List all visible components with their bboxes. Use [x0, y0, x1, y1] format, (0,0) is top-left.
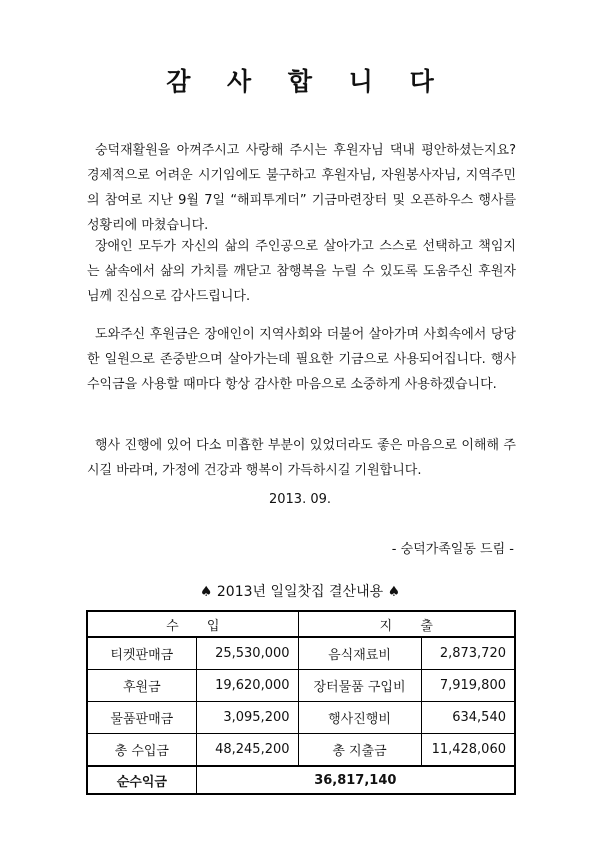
letter-date: 2013. 09. [268, 492, 332, 507]
expense-label: 음식재료비 [298, 637, 421, 670]
income-label: 총 수입금 [87, 734, 196, 767]
income-value: 3,095,200 [196, 702, 298, 734]
page-title: 감 사 합 니 다 [166, 67, 448, 96]
income-value: 48,245,200 [196, 734, 298, 767]
table-row-net [87, 766, 515, 794]
income-header: 수 입 [87, 611, 298, 637]
expense-label: 장터물품 구입비 [298, 670, 421, 702]
paragraph-greeting: 숭덕재활원을 아껴주시고 사랑해 주시는 후원자님 댁내 평안하셨는지요? 경제적으로 어려운 시기임에도 불구하고 후원자님, 자원봉사자님, 지역주민의 참여로 지난 9월 7일 “해피투게더” 기금마련장터 및 오픈하우스 행사를 성황리에 마쳤습니다. [87, 143, 516, 233]
letter-signature: - 숭덕가족일동 드림 - [391, 542, 514, 557]
spade-icon: ♠ [387, 584, 401, 600]
expense-value: 11,428,060 [421, 734, 515, 767]
paragraph-closing: 행사 진행에 있어 다소 미흡한 부분이 있었더라도 좋은 마음으로 이해해 주시길 바라며, 가정에 건강과 행복이 가득하시길 기원합니다. [87, 438, 516, 478]
table-row-total [87, 734, 515, 767]
paragraph-thanks: 장애인 모두가 자신의 삶의 주인공으로 살아가고 스스로 선택하고 책임지는 삶속에서 삶의 가치를 깨닫고 참행복을 누릴 수 있도록 도움주신 후원자님께 진심으로 감사드립니다. [87, 239, 516, 304]
income-label: 물품판매금 [87, 702, 196, 734]
net-label: 순수익금 [87, 766, 196, 794]
expense-label: 행사진행비 [298, 702, 421, 734]
table-row [87, 702, 515, 734]
income-label: 티켓판매금 [87, 637, 196, 670]
income-value: 25,530,000 [196, 637, 298, 670]
income-value: 19,620,000 [196, 670, 298, 702]
expense-value: 2,873,720 [421, 637, 515, 670]
table-row [87, 637, 515, 670]
paragraph-fund-usage: 도와주신 후원금은 장애인이 지역사회와 더불어 살아가며 사회속에서 당당한 일원으로 존중받으며 살아가는데 필요한 기금으로 사용되어집니다. 행사 수익금을 사용할 때마다 항상 감사한 마음으로 소중하게 사용하겠습니다. [87, 327, 516, 392]
net-value: 36,817,140 [196, 766, 515, 794]
expense-header: 지 출 [298, 611, 515, 637]
expense-value: 7,919,800 [421, 670, 515, 702]
settlement-title [0, 581, 600, 601]
settlement-title-text: 2013년 일일찻집 결산내용 [216, 584, 384, 600]
table-row [87, 670, 515, 702]
expense-label: 총 지출금 [298, 734, 421, 767]
spade-icon: ♠ [199, 584, 213, 600]
settlement-table [86, 610, 516, 795]
table-header-row [87, 611, 515, 637]
income-label: 후원금 [87, 670, 196, 702]
expense-value: 634,540 [421, 702, 515, 734]
